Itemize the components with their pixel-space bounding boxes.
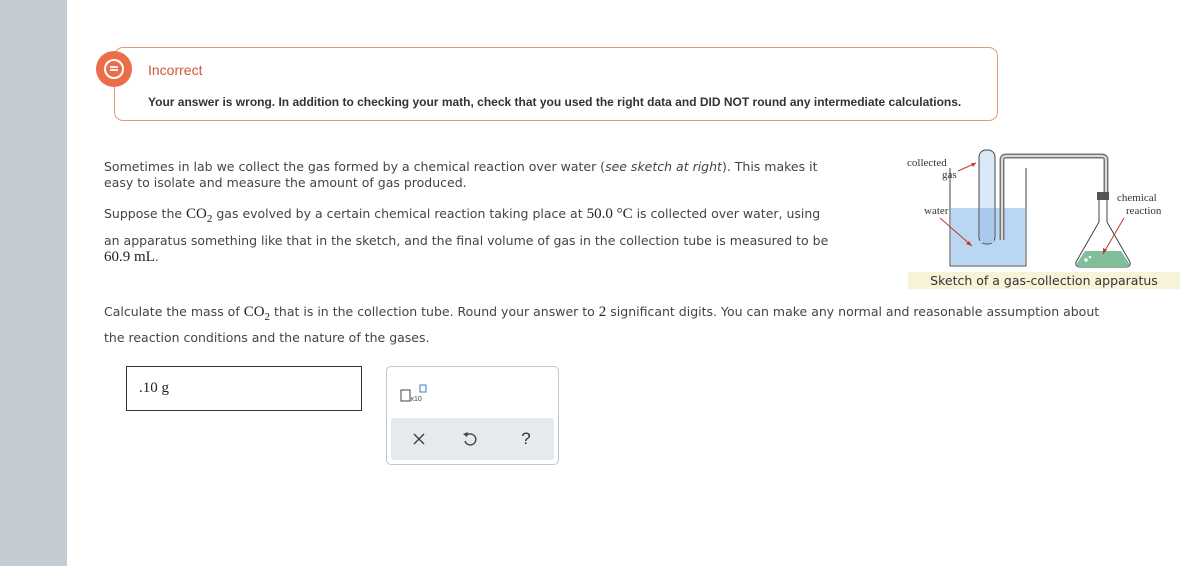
- label-water: water: [924, 205, 949, 217]
- feedback-message: Your answer is wrong. In addition to checking your math, check that you used the right data and DID NOT round any intermediate calculations.: [148, 95, 962, 109]
- incorrect-feedback-icon: [96, 51, 132, 87]
- label-reaction: reaction: [1126, 205, 1162, 217]
- help-button[interactable]: ?: [521, 429, 531, 448]
- problem-intro-line2: easy to isolate and measure the amount of gas produced.: [104, 175, 467, 190]
- answer-input[interactable]: .10 g: [126, 366, 362, 411]
- undo-icon[interactable]: [459, 428, 481, 450]
- feedback-panel: [114, 47, 998, 121]
- left-sidebar-strip: [0, 0, 67, 566]
- problem-apparatus-line: an apparatus something like that in the sketch, and the final volume of gas in the collection tube is measured to be: [104, 233, 829, 248]
- problem-calc-line: Calculate the mass of $CO_2$ that is in the collection tube. Round your answer to 2 significant digits. You can make any normal and reasonable assumption about: [104, 304, 1100, 323]
- label-gas: gas: [942, 169, 957, 181]
- problem-calc-line2: the reaction conditions and the nature of the gases.: [104, 330, 430, 345]
- sketch-caption: Sketch of a gas-collection apparatus: [908, 272, 1180, 289]
- problem-suppose-line: Suppose the $CO_2$ gas evolved by a certain chemical reaction taking place at 50.0 °C is collected over water, using: [104, 206, 821, 225]
- svg-text:x10: x10: [410, 396, 422, 403]
- x-icon[interactable]: [408, 428, 430, 450]
- problem-volume-line: 60.9 mL.: [104, 249, 159, 265]
- feedback-status: Incorrect: [148, 62, 203, 78]
- gas-collection-sketch: [900, 136, 1186, 272]
- label-chemical: chemical: [1117, 192, 1157, 204]
- scientific-notation-button[interactable]: [400, 384, 440, 406]
- problem-intro-line1: Sometimes in lab we collect the gas formed by a chemical reaction over water (see sketch at right). This makes it: [104, 159, 818, 174]
- label-collected: collected: [907, 157, 947, 169]
